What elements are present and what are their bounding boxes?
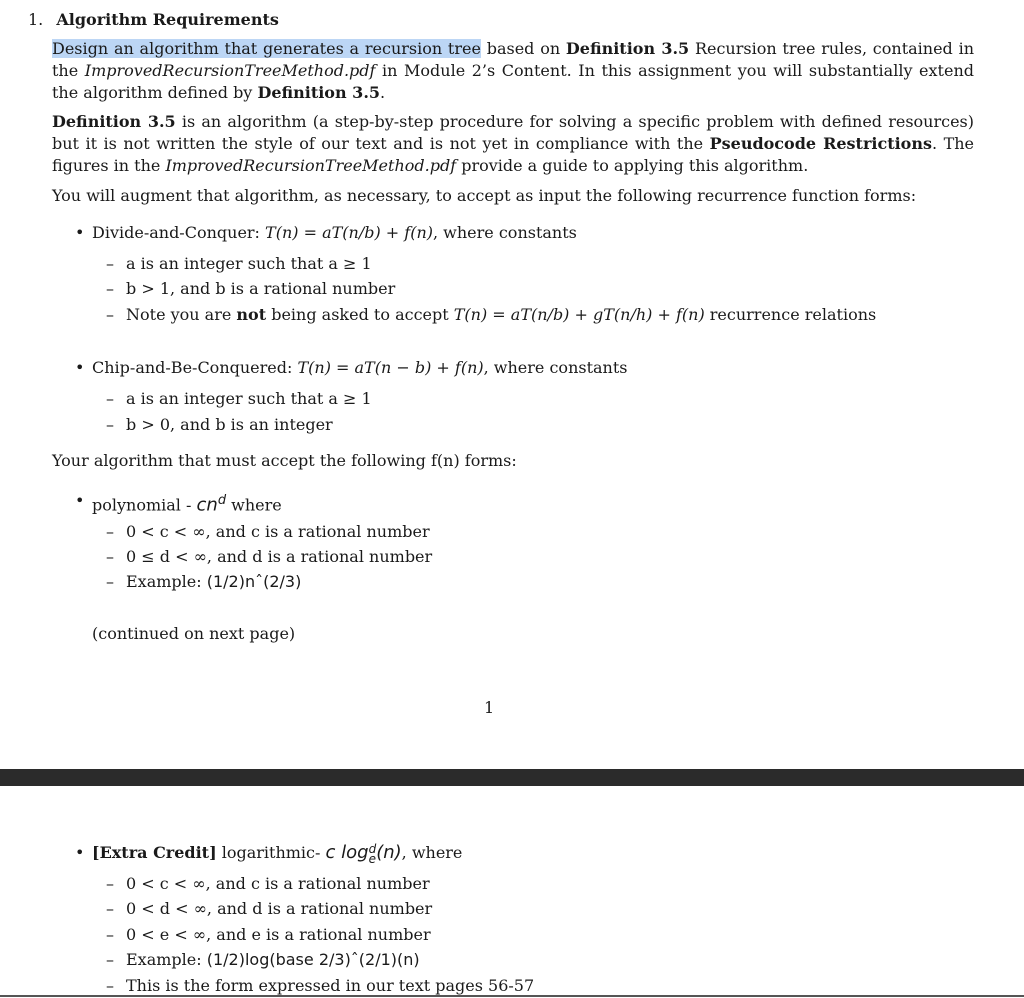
poly-example [126, 571, 301, 593]
intro-text-4: . [380, 83, 386, 102]
fn-intro-text: Your algorithm that must accept the following f(n) forms: [52, 451, 517, 470]
poly-tail: where [226, 495, 282, 515]
dc-formula: T(n) = aT(n/b) + f(n) [265, 223, 433, 242]
note-text: recurrence relations [704, 305, 877, 324]
bullet-chip-and-be-conquered [92, 357, 628, 379]
poly-exponent: d [217, 493, 227, 508]
extra-credit-tag: [Extra Credit] [92, 843, 217, 862]
log-last-item: – This is the form expressed in our text pages 56-57 [126, 975, 534, 997]
dc-note [126, 304, 876, 326]
pseudocode-restrictions-ref: Pseudocode Restrictions [709, 134, 932, 153]
definition-ref: Definition 3.5 [257, 83, 381, 102]
page-number: 1 [484, 698, 495, 717]
log-item: – 0 < d < ∞, and d is a rational number [126, 898, 432, 920]
log-tail: , where [401, 843, 463, 862]
bullet-logarithmic [92, 842, 462, 864]
dc-label: Divide-and-Conquer: [92, 223, 266, 242]
poly-label: polynomial - [92, 495, 197, 515]
continued-note: (continued on next page) [92, 624, 296, 643]
note-formula: T(n) = aT(n/b) + gT(n/h) + f(n) [453, 305, 705, 324]
definition-paragraph [52, 111, 974, 177]
def-text-3: provide a guide to applying this algorithm. [456, 156, 809, 175]
poly-item: – 0 < c < ∞, and c is a rational number [126, 521, 430, 543]
intro-text-1: based on [480, 39, 566, 58]
note-bold: not [236, 305, 267, 324]
section-number: 1. [28, 10, 44, 29]
bottom-rule [0, 995, 1024, 997]
augment-text: You will augment that algorithm, as necessary, to accept as input the following recurrence function forms: [52, 186, 917, 205]
cbc-formula: T(n) = aT(n − b) + f(n) [297, 358, 484, 377]
definition-ref: Definition 3.5 [565, 39, 690, 58]
intro-text-2: Recursion tree rules, contained in the [52, 39, 974, 80]
page-2 [0, 786, 1024, 998]
highlighted-text[interactable]: Design an algorithm that generates a recursion tree [52, 39, 481, 58]
poly-item: – 0 ≤ d < ∞, and d is a rational number [126, 546, 432, 568]
example-label: Example: [126, 572, 207, 591]
poly-formula: cn [196, 494, 218, 516]
log-example [126, 949, 420, 971]
cbc-tail: , where constants [483, 358, 628, 377]
note-text: being asked to accept [266, 305, 454, 324]
log-item: – 0 < c < ∞, and c is a rational number [126, 873, 430, 895]
section-title: Algorithm Requirements [56, 10, 279, 29]
intro-paragraph [52, 38, 974, 104]
log-formula: c log [325, 842, 369, 863]
log-label: logarithmic- [216, 843, 326, 862]
note-text: Note you are [126, 305, 237, 324]
dc-tail: , where constants [433, 223, 577, 242]
bullet-polynomial [92, 490, 282, 516]
def-text-1: is an algorithm (a step-by-step procedure for solving a specific problem with defined resources) but it is not written the style of our text and is not yet in compliance with the [52, 112, 975, 153]
log-sub: e [368, 851, 376, 866]
def-text-2: . The figures in the [52, 134, 975, 175]
dc-item: – a is an integer such that a ≥ 1 [126, 253, 372, 275]
definition-ref: Definition 3.5 [52, 112, 176, 131]
cbc-item: – b > 0, and b is an integer [126, 414, 333, 436]
log-sup: d [368, 841, 377, 856]
section-heading [28, 9, 279, 31]
log-arg: (n) [376, 842, 402, 863]
file-ref: ImprovedRecursionTreeMethod.pdf [84, 61, 376, 80]
dc-item: – b > 1, and b is a rational number [126, 278, 395, 300]
cbc-item: – a is an integer such that a ≥ 1 [126, 388, 372, 410]
example-value: (1/2)log(base 2/3)ˆ(2/1)(n) [206, 950, 420, 969]
log-item: – 0 < e < ∞, and e is a rational number [126, 924, 431, 946]
bullet-divide-and-conquer [92, 222, 577, 244]
intro-text-3: in Module 2’s Content. In this assignment you will substantially extend the algorithm defined by [52, 61, 974, 102]
example-label: Example: [126, 950, 207, 969]
cbc-label: Chip-and-Be-Conquered: [92, 358, 298, 377]
page-divider [0, 769, 1024, 786]
file-ref: ImprovedRecursionTreeMethod.pdf [165, 156, 457, 175]
example-value: (1/2)nˆ(2/3) [206, 572, 302, 591]
